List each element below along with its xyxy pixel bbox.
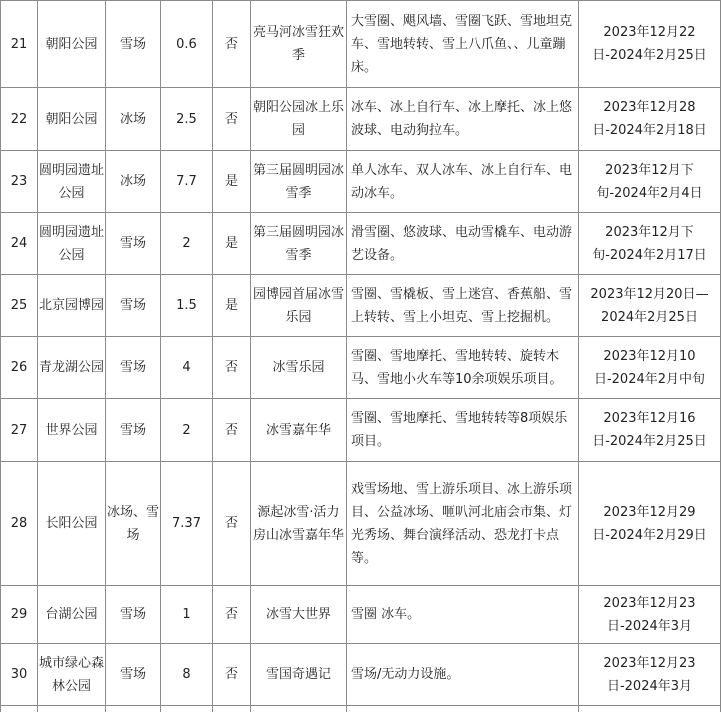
cell-park: 台湖公园 — [38, 586, 106, 644]
cell-free: 否 — [213, 586, 251, 644]
cell-free: 是 — [213, 213, 251, 275]
table-row — [1, 462, 721, 586]
cell-no: 30 — [1, 644, 38, 706]
cell-date: 2023年12月下旬-2024年2月17日 — [579, 213, 721, 275]
cell-no: 21 — [1, 1, 38, 88]
cell-no: 23 — [1, 151, 38, 213]
cell-area: 1.5 — [161, 275, 213, 337]
cell-no: 24 — [1, 213, 38, 275]
cell-activities: 雪圈、雪地摩托、雪地转转、旋转木马、雪地小火车等10余项娱乐项目。 — [347, 337, 579, 399]
table-row-cutoff — [1, 706, 721, 712]
cell-free: 否 — [213, 337, 251, 399]
cell-area: 2 — [161, 213, 213, 275]
cell-free: 否 — [213, 1, 251, 88]
cell-free: 是 — [213, 151, 251, 213]
cell-park: 朝阳公园 — [38, 88, 106, 151]
cell-free: 否 — [213, 644, 251, 706]
cell-event: 冰雪嘉年华 — [251, 399, 347, 462]
cell-date: 2023年12月28日-2024年2月18日 — [579, 88, 721, 151]
cell-no: 25 — [1, 275, 38, 337]
cell-park: 世界公园 — [38, 399, 106, 462]
cell-type: 冰场、雪场 — [106, 462, 161, 586]
cell-date: 2023年12月23日-2024年3月 — [579, 586, 721, 644]
cell-type: 雪场 — [106, 1, 161, 88]
cell-area: 7.37 — [161, 462, 213, 586]
cell-activities: 大雪圈、飓风墙、雪圈飞跃、雪地坦克车、雪地转转、雪上八爪鱼、、儿童蹦床。 — [347, 1, 579, 88]
cell-no: 28 — [1, 462, 38, 586]
cell-event: 亮马河冰雪狂欢季 — [251, 1, 347, 88]
cell-free: 否 — [213, 462, 251, 586]
table-row — [1, 644, 721, 706]
cell-type: 雪场 — [106, 275, 161, 337]
cell-date: 2023年12月22日-2024年2月25日 — [579, 1, 721, 88]
cell-event: 雪国奇遇记 — [251, 644, 347, 706]
table-row — [1, 586, 721, 644]
table-body — [1, 1, 721, 712]
cell-type: 雪场 — [106, 337, 161, 399]
cell-area: 8 — [161, 644, 213, 706]
cell-no: 22 — [1, 88, 38, 151]
cell-area: 7.7 — [161, 151, 213, 213]
table-row — [1, 213, 721, 275]
cell-free: 否 — [213, 88, 251, 151]
table-row — [1, 337, 721, 399]
cell-event: 源起冰雪·活力房山冰雪嘉年华 — [251, 462, 347, 586]
cell-park: 北京园博园 — [38, 275, 106, 337]
cell-date: 2023年12月20日—2024年2月25日 — [579, 275, 721, 337]
cell-area: 4 — [161, 337, 213, 399]
cell-activities: 雪圈、雪橇板、雪上迷宫、香蕉船、雪上转转、雪上小坦克、雪上挖掘机。 — [347, 275, 579, 337]
cell-event: 冰雪乐园 — [251, 337, 347, 399]
cell-date: 2023年12月下旬-2024年2月4日 — [579, 151, 721, 213]
cell-type: 冰场 — [106, 151, 161, 213]
cell-event: 冰雪大世界 — [251, 586, 347, 644]
table-row — [1, 151, 721, 213]
cell-activities: 戏雪场地、雪上游乐项目、冰上游乐项目、公益冰场、咂叭河北庙会市集、灯光秀场、舞台演绎活动、恐龙打卡点等。 — [347, 462, 579, 586]
table-row — [1, 275, 721, 337]
cell-type: 雪场 — [106, 399, 161, 462]
cell-park: 圆明园遗址公园 — [38, 213, 106, 275]
cell-activities: 冰车、冰上自行车、冰上摩托、冰上悠波球、电动狗拉车。 — [347, 88, 579, 151]
cell-area: 0.6 — [161, 1, 213, 88]
cell-no: 26 — [1, 337, 38, 399]
cell-event: 第三届圆明园冰雪季 — [251, 213, 347, 275]
cell-park: 城市绿心森林公园 — [38, 644, 106, 706]
cell-date: 2023年12月29日-2024年2月29日 — [579, 462, 721, 586]
cell-event: 第三届圆明园冰雪季 — [251, 151, 347, 213]
cell-park: 圆明园遗址公园 — [38, 151, 106, 213]
table-row — [1, 399, 721, 462]
cell-type: 雪场 — [106, 213, 161, 275]
cell-type: 冰场 — [106, 88, 161, 151]
cell-area: 2.5 — [161, 88, 213, 151]
cell-activities: 雪场/无动力设施。 — [347, 644, 579, 706]
cell-park: 青龙湖公园 — [38, 337, 106, 399]
cell-activities: 雪圈 冰车。 — [347, 586, 579, 644]
cell-activities: 滑雪圈、悠波球、电动雪橇车、电动游艺设备。 — [347, 213, 579, 275]
table-row — [1, 1, 721, 88]
cell-date: 2023年12月16日-2024年2月25日 — [579, 399, 721, 462]
cell-date: 2023年12月10日-2024年2月中旬 — [579, 337, 721, 399]
cell-no: 29 — [1, 586, 38, 644]
cell-free: 否 — [213, 399, 251, 462]
cell-no: 27 — [1, 399, 38, 462]
cell-park: 朝阳公园 — [38, 1, 106, 88]
cell-area: 2 — [161, 399, 213, 462]
cell-type: 雪场 — [106, 586, 161, 644]
cell-activities: 雪圈、雪地摩托、雪地转转等8项娱乐项目。 — [347, 399, 579, 462]
cell-event: 园博园首届冰雪乐园 — [251, 275, 347, 337]
cell-free: 是 — [213, 275, 251, 337]
table-row — [1, 88, 721, 151]
cell-type: 雪场 — [106, 644, 161, 706]
cell-park: 长阳公园 — [38, 462, 106, 586]
cell-area: 1 — [161, 586, 213, 644]
cell-event: 朝阳公园冰上乐园 — [251, 88, 347, 151]
cell-date: 2023年12月23日-2024年3月 — [579, 644, 721, 706]
cell-activities: 单人冰车、双人冰车、冰上自行车、电动冰车。 — [347, 151, 579, 213]
